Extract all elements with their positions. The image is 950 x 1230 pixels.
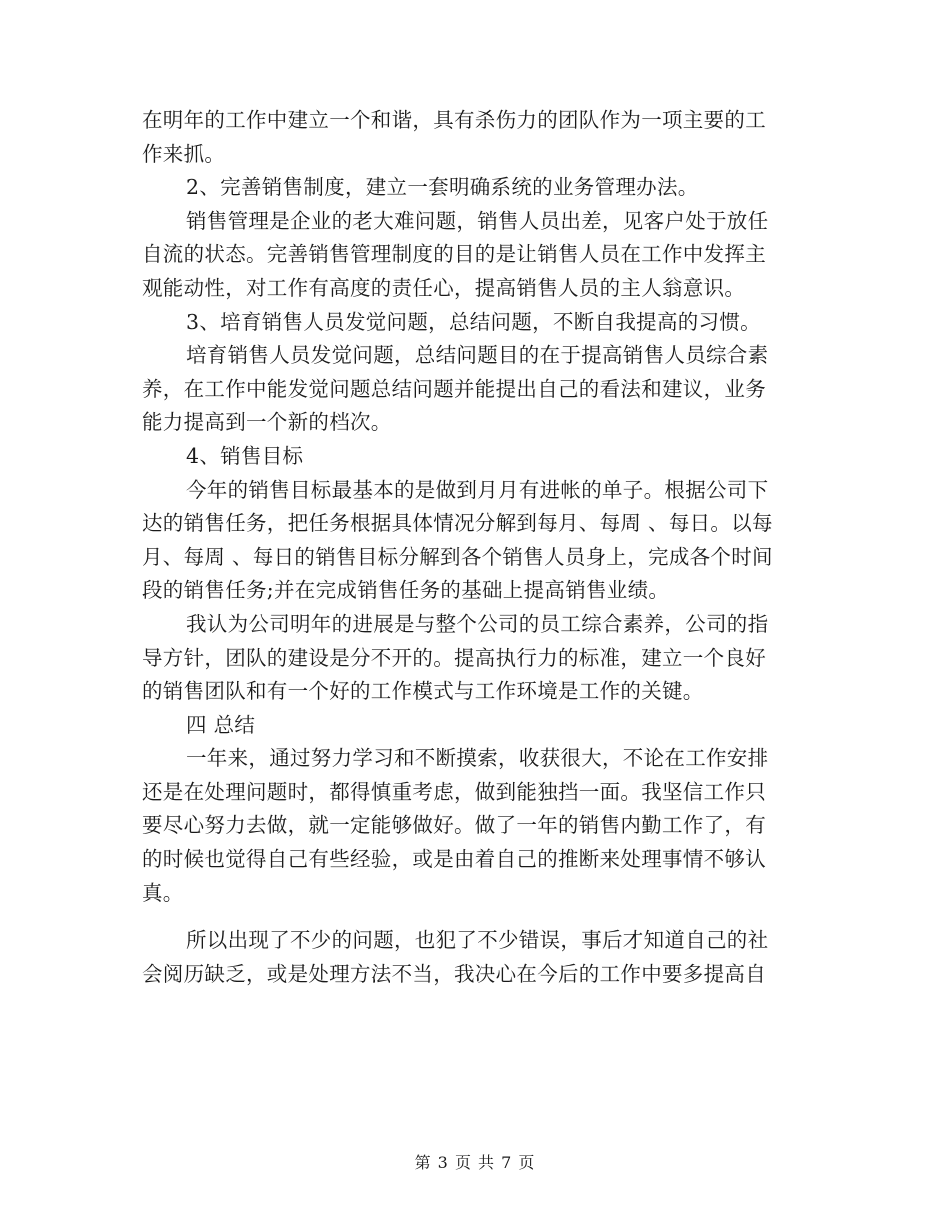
text-line: 真。: [142, 880, 184, 905]
text-line: 要尽心努力去做，就一定能够做好。做了一年的销售内勤工作了，有: [142, 813, 766, 838]
text-line: 培育销售人员发觉问题，总结问题目的在于提高销售人员综合素: [186, 343, 769, 368]
text-line: 段的销售任务;并在完成销售任务的基础上提高销售业绩。: [142, 578, 670, 603]
text-line: 养，在工作中能发觉问题总结问题并能提出自己的看法和建议，业务: [142, 376, 766, 401]
section-heading: 3、培育销售人员发觉问题，总结问题，不断自我提高的习惯。: [186, 309, 761, 334]
text-line: 我认为公司明年的进展是与整个公司的员工综合素养，公司的指: [186, 611, 769, 636]
text-line: 自流的状态。完善销售管理制度的目的是让销售人员在工作中发挥主: [142, 242, 766, 267]
page-number-footer: 第 3 页 共 7 页: [414, 1153, 536, 1172]
text-line: 月、每周 、每日的销售目标分解到各个销售人员身上，完成各个时间: [142, 544, 773, 569]
text-line: 会阅历缺乏，或是处理方法不当，我决心在今后的工作中要多提高自: [142, 961, 766, 986]
section-heading: 2、完善销售制度，建立一套明确系统的业务管理办法。: [186, 175, 699, 200]
document-body: [142, 104, 802, 991]
section-heading: 4、销售目标: [186, 443, 304, 468]
text-line: 达的销售任务，把任务根据具体情况分解到每月、每周 、每日。以每: [142, 511, 773, 536]
text-line: 在明年的工作中建立一个和谐，具有杀伤力的团队作为一项主要的工: [142, 108, 766, 132]
text-line: 的时候也觉得自己有些经验，或是由着自己的推断来处理事情不够认: [142, 847, 766, 872]
text-line: 导方针，团队的建设是分不开的。提高执行力的标准，建立一个良好: [142, 645, 766, 670]
text-line: 的销售团队和有一个好的工作模式与工作环境是工作的关键。: [142, 679, 704, 704]
text-line: 今年的销售目标最基本的是做到月月有进帐的单子。根据公司下: [186, 477, 769, 502]
text-line: 所以出现了不少的问题，也犯了不少错误，事后才知道自己的社: [186, 928, 769, 953]
text-line: 作来抓。: [142, 141, 226, 166]
text-line: 销售管理是企业的老大难问题，销售人员出差，见客户处于放任: [186, 208, 769, 233]
text-line: 观能动性，对工作有高度的责任心，提高销售人员的主人翁意识。: [142, 275, 746, 300]
text-line: 能力提高到一个新的档次。: [142, 410, 392, 435]
text-line: 一年来，通过努力学习和不断摸索，收获很大，不论在工作安排: [186, 746, 769, 771]
section-heading: 四 总结: [186, 712, 256, 737]
text-line: 还是在处理问题时，都得慎重考虑，做到能独挡一面。我坚信工作只: [142, 779, 766, 804]
